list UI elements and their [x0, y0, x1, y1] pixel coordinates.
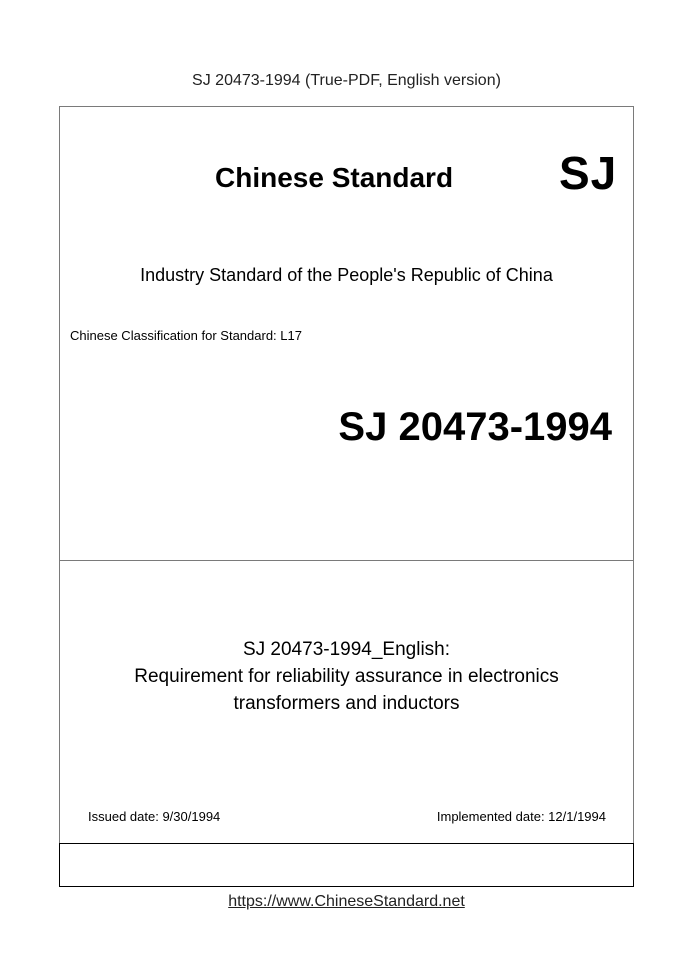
document-title-line-3: transformers and inductors: [233, 693, 460, 714]
standard-number: SJ 20473-1994: [338, 405, 612, 449]
footer: [0, 893, 693, 911]
website-link[interactable]: https://www.ChineseStandard.net: [228, 893, 465, 910]
issued-date: Issued date: 9/30/1994: [88, 809, 221, 824]
page-header: SJ 20473-1994 (True-PDF, English version): [192, 72, 501, 89]
document-title-line-1: SJ 20473-1994_English:: [242, 639, 451, 660]
document-title-line-2: Requirement for reliability assurance in electronics: [134, 666, 559, 687]
implemented-date: Implemented date: 12/1/1994: [436, 809, 606, 824]
cover-subtitle: Industry Standard of the People's Republic of China: [140, 265, 553, 285]
classification-label: Chinese Classification for Standard: L17: [70, 328, 302, 343]
cover-title: Chinese Standard: [215, 162, 454, 193]
document-title: [0, 636, 693, 717]
standard-badge: SJ: [559, 147, 618, 199]
cover-bottom-panel: [59, 843, 634, 887]
